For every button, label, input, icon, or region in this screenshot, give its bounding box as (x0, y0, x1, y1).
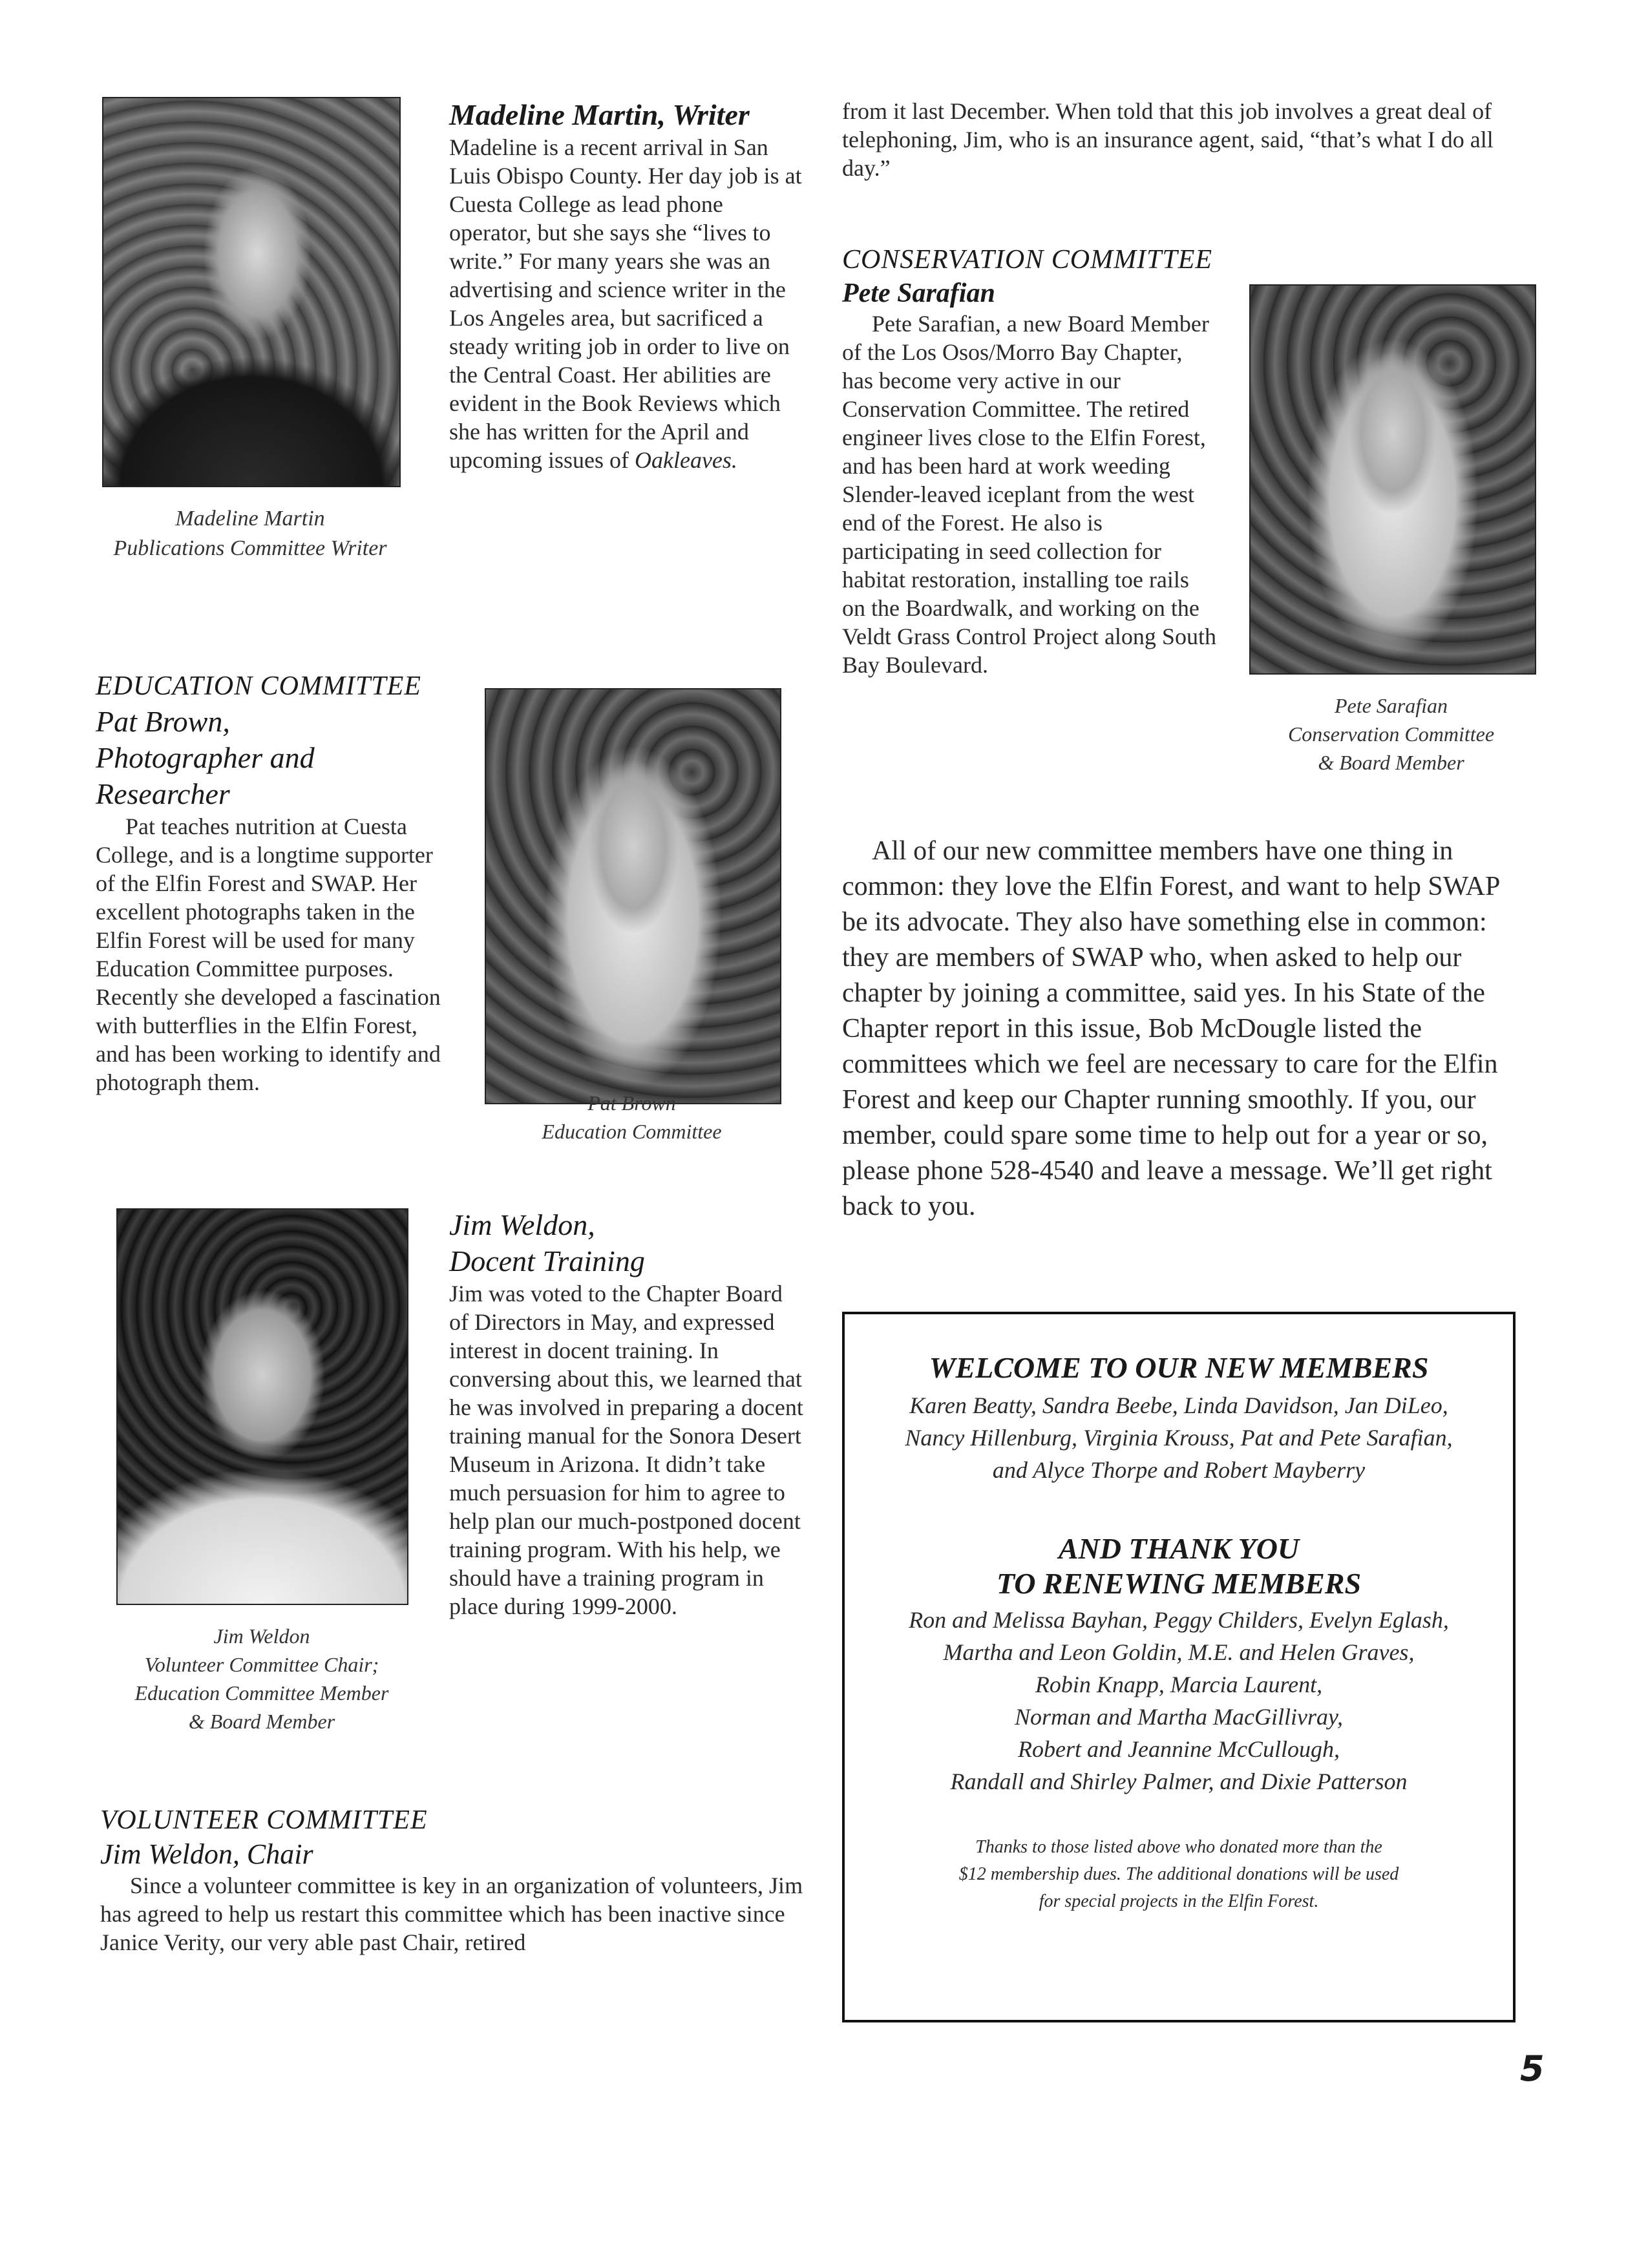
list-item: Nancy Hillenburg, Virginia Krouss, Pat and Pete Sarafian, (905, 1425, 1453, 1451)
conservation-committee-article (842, 242, 1217, 679)
donation-thanks-note (845, 1834, 1513, 1915)
madeline-martin-article (449, 97, 805, 474)
caption-role-2: & Board Member (1318, 751, 1464, 774)
heading-line-2: Docent Training (449, 1244, 645, 1277)
caption-name: Pat Brown (587, 1091, 676, 1115)
docent-training-article (449, 1207, 805, 1621)
volunteer-committee-article (100, 1803, 805, 1957)
education-committee-article (96, 669, 445, 1097)
page-number: 5 (1520, 2048, 1545, 2089)
oakleaves-title: Oakleaves. (634, 447, 737, 473)
new-members-list (845, 1389, 1513, 1486)
volunteer-committee-heading: VOLUNTEER COMMITTEE (100, 1805, 428, 1835)
welcome-new-members-title: WELCOME TO OUR NEW MEMBERS (929, 1351, 1429, 1384)
list-item: Ron and Melissa Bayhan, Peggy Childers, Evelyn Eglash, (909, 1607, 1449, 1633)
list-item: and Alyce Thorpe and Robert Mayberry (992, 1457, 1366, 1483)
caption-name: Jim Weldon (213, 1624, 310, 1648)
madeline-martin-body-text: Madeline is a recent arrival in San Luis Obispo County. Her day job is at Cuesta College as lead phone operator, but she says she “lives to write.” For many years she was an advertising and science writer in the Los Angeles area, but sacrificed a steady writing job in order to live on the Central Coast. Her abilities are evident in the Book Reviews which she has written for the April and upcoming issues of (449, 134, 802, 473)
caption-role: Volunteer Committee Chair; (144, 1653, 379, 1676)
volunteer-continuation-text: from it last December. When told that this job involves a great deal of telephoning, Jim, who is an insurance agent, said, “that’s what I do all day.” (842, 98, 1494, 181)
pete-sarafian-photo (1249, 284, 1536, 675)
jim-weldon-caption (87, 1622, 436, 1736)
title-line-2: TO RENEWING MEMBERS (996, 1567, 1362, 1600)
conservation-committee-heading: CONSERVATION COMMITTEE (842, 245, 1213, 275)
conservation-member-name: Pete Sarafian (842, 278, 995, 308)
list-item: Robert and Jeannine McCullough, (1018, 1736, 1340, 1762)
list-item: Karen Beatty, Sandra Beebe, Linda Davidson, Jan DiLeo, (909, 1392, 1448, 1418)
pat-brown-photo (485, 688, 781, 1104)
education-body: Pat teaches nutrition at Cuesta College, and is a longtime supporter of the Elfin Forest and SWAP. Her excellent photographs taken in the Elfin Forest will be used for many Education Committee purposes. Recently she developed a fascination with butterflies in the Elfin Forest, and has been working to identify and photograph them. (96, 814, 441, 1095)
note-line: Thanks to those listed above who donated more than the (975, 1837, 1382, 1857)
caption-role: Publications Committee Writer (113, 536, 387, 560)
note-line: $12 membership dues. The additional donations will be used (958, 1864, 1399, 1884)
education-committee-heading: EDUCATION COMMITTEE (96, 671, 421, 701)
madeline-martin-body (449, 133, 805, 474)
list-item: Randall and Shirley Palmer, and Dixie Patterson (950, 1769, 1408, 1794)
name-line-3: Researcher (96, 777, 230, 810)
madeline-martin-heading: Madeline Martin, Writer (449, 98, 750, 131)
heading-line-1: Jim Weldon, (449, 1208, 595, 1241)
conservation-body: Pete Sarafian, a new Board Member of the Los Osos/Morro Bay Chapter, has become very active in our Conservation Committee. The retired engineer lives close to the Elfin Forest, and has been hard at work weeding Slender-leaved iceplant from the west end of the Forest. He also is participating in seed collection for habitat restoration, installing toe rails on the Boardwalk, and working on the Veldt Grass Control Project along South Bay Boulevard. (842, 311, 1216, 678)
madeline-martin-photo (102, 97, 401, 487)
volunteer-continuation (842, 97, 1540, 182)
members-box (842, 1312, 1516, 2022)
caption-role: Conservation Committee (1287, 722, 1495, 746)
note-line: for special projects in the Elfin Forest. (1039, 1891, 1319, 1911)
title-line-1: AND THANK YOU (1058, 1532, 1300, 1565)
caption-name: Madeline Martin (175, 507, 325, 530)
caption-role: Education Committee (542, 1120, 722, 1143)
name-line-1: Pat Brown, (96, 705, 230, 738)
renewing-members-list (845, 1604, 1513, 1798)
madeline-martin-caption (102, 504, 398, 563)
docent-heading (449, 1207, 805, 1279)
volunteer-body: Since a volunteer committee is key in an organization of volunteers, Jim has agreed to help us restart this committee which has been inactive since Janice Verity, our very able past Chair, retired (100, 1873, 803, 1955)
docent-body: Jim was voted to the Chapter Board of Directors in May, and expressed interest in docent training. In conversing about this, we learned that he was involved in preparing a docent training manual for the Sonora Desert Museum in Arizona. It didn’t take much persuasion for him to agree to help plan our much-postponed docent training program. With his help, we should have a training program in place during 1999-2000. (449, 1281, 803, 1619)
name-line-2: Photographer and (96, 741, 315, 774)
list-item: Robin Knapp, Marcia Laurent, (1035, 1672, 1323, 1697)
jim-weldon-photo (116, 1208, 408, 1605)
education-member-name (96, 704, 445, 812)
caption-role-2: Education Committee Member (134, 1681, 389, 1705)
list-item: Norman and Martha MacGillivray, (1015, 1704, 1343, 1730)
pat-brown-caption (465, 1089, 798, 1146)
closing-body: All of our new committee members have one thing in common: they love the Elfin Forest, and want to help SWAP be its advocate. They also have something else in common: they are members of SWAP who, when asked to help our chapter by joining a committee, said yes. In his State of the Chapter report in this issue, Bob McDougle listed the committees which we feel are necessary to care for the Elfin Forest and keep our Chapter running smoothly. If you, our member, could spare some time to help out for a year or so, please phone 528-4540 and leave a message. We’ll get right back to you. (842, 836, 1499, 1221)
pete-sarafian-caption (1228, 691, 1554, 777)
volunteer-chair-name: Jim Weldon, Chair (100, 1838, 313, 1870)
caption-name: Pete Sarafian (1334, 694, 1448, 717)
list-item: Martha and Leon Goldin, M.E. and Helen Graves, (943, 1639, 1415, 1665)
caption-role-3: & Board Member (188, 1710, 335, 1733)
thank-renewing-title (845, 1531, 1513, 1601)
closing-article (842, 834, 1528, 1224)
